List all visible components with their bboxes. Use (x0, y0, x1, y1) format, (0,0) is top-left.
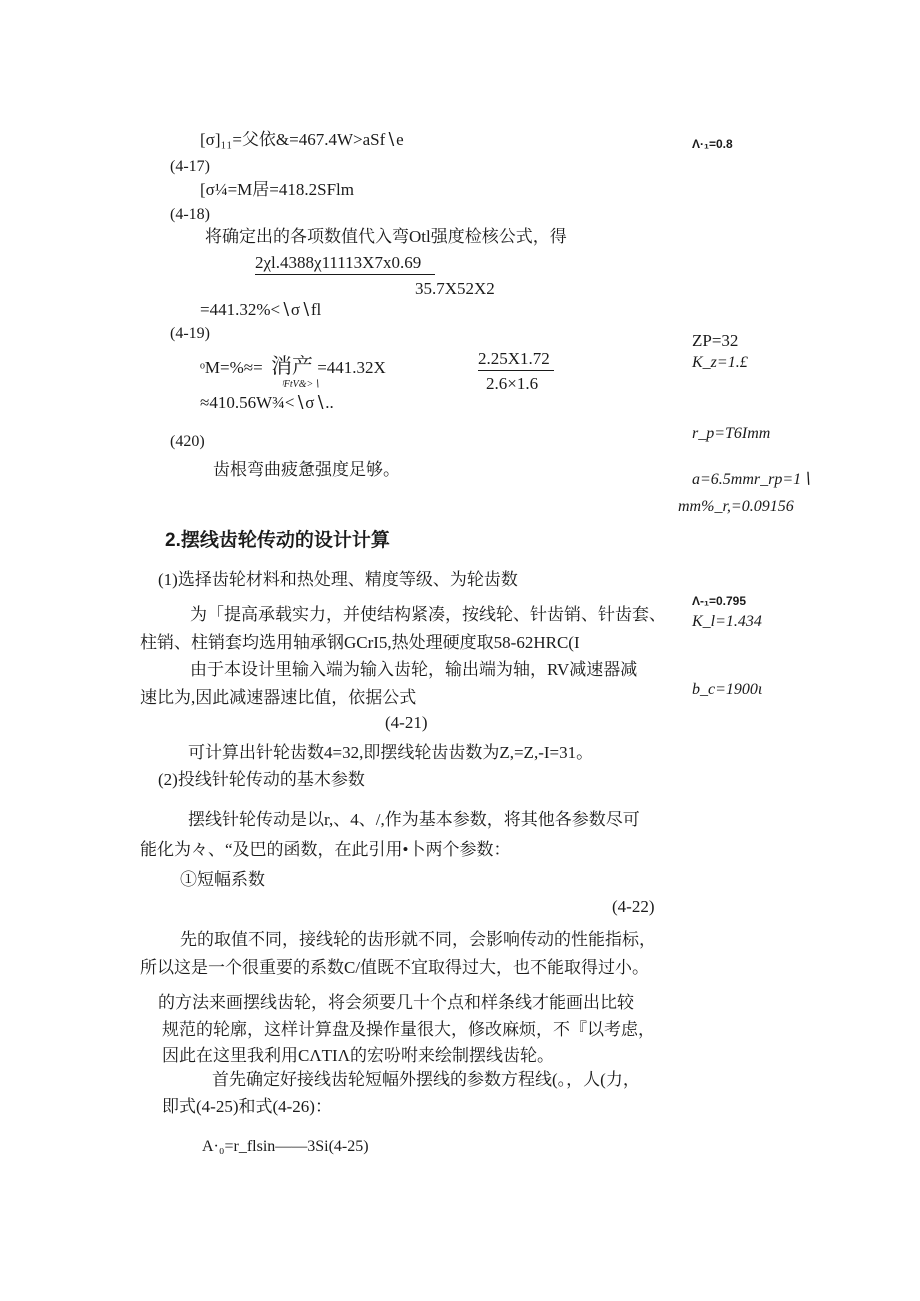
equation-number-4-22: (4-22) (612, 897, 655, 916)
formula-prefix: ᵒM=%≈= (200, 358, 263, 377)
sidebar-note-8: K_l=1.434 (692, 613, 762, 630)
sidebar-note-4: r_p=T6Imm (692, 425, 771, 442)
formula-text: [σ]₁₁=父依&=467.4W>aSf∖e (200, 130, 404, 149)
section-heading: 2.摆线齿轮传动的设计计算 (165, 530, 390, 551)
paragraph-6-line-2: 规范的轮廓，这样计算盘及操作量很大，修改麻烦，不『以考虑， (162, 1020, 655, 1039)
paragraph-2-line-1: 由于本设计里输入端为输入齿轮，输出端为轴，RV减速器减 (190, 660, 638, 679)
fraction-denominator: 35.7X52X2 (415, 279, 495, 298)
paragraph-6-line-3: 因此在这里我利用CΛTIΛ的宏吩咐来绘制摆线齿轮。 (162, 1046, 555, 1065)
paragraph-5-line-1: 先的取值不同，接线轮的齿形就不同，会影响传动的性能指标， (180, 930, 656, 949)
fraction2-numerator: 2.25X1.72 (478, 349, 550, 368)
paragraph-7-line-2: 即式(4-25)和式(4-26)： (162, 1097, 332, 1116)
subsection-2-title: (2)投线针轮传动的基木参数 (158, 770, 365, 789)
paragraph-5-line-2: 所以这是一个很重要的系数C/值既不宜取得过大，也不能取得过小。 (140, 958, 650, 977)
paragraph-2-line-2: 速比为,因此减速器速比值，依据公式 (140, 688, 417, 707)
formula-intro-text: 将确定出的各项数值代入弯Otl强度检核公式，得 (205, 227, 567, 246)
paragraph-4-line-2: 能化为々、“及巴的函数，在此引用•卜两个参数： (140, 840, 511, 859)
equation-number-4-17: (4-17) (170, 158, 210, 175)
sidebar-note-9: b_c=1900ι (692, 681, 763, 698)
list-item-short-amplitude: ①短幅系数 (180, 870, 265, 889)
paragraph-7-line-1: 首先确定好接线齿轮短幅外摆线的参数方程线(。，人(力， (212, 1070, 640, 1089)
sidebar-note-7: Λ-₁=0.795 (692, 594, 746, 608)
equation-number-4-19: (4-19) (170, 325, 210, 342)
formula-subscript: ᶠFtV&>∖ (282, 379, 320, 390)
paragraph-1-line-1: 为「提高承载实力，并使结构紧凑，按线轮、针齿销、针齿套、 (190, 605, 666, 624)
fraction-bar (255, 274, 435, 275)
formula-allowable-stress-1 (200, 130, 404, 150)
formula-fatigue-result: ≈410.56W¾<∖σ∖.. (200, 393, 334, 412)
sidebar-note-6: mm%_r,=0.09156 (678, 498, 794, 515)
sidebar-note-2: ZP=32 (692, 331, 739, 350)
formula-symbol: 消产 (270, 354, 313, 378)
fraction2-bar (478, 370, 554, 371)
equation-number-4-18: (4-18) (170, 206, 210, 223)
formula-allowable-stress-2: [σ¼=M居=418.2SFlm (200, 180, 354, 199)
paragraph-1-line-2: 柱销、柱销套均选用轴承钢GCrI5,热处理硬度取58-62HRC(I (140, 633, 580, 652)
paragraph-4-line-1: 摆线针轮传动是以r,、4、/,作为基本参数，将其他各参数尽可 (188, 810, 640, 829)
fraction2-denominator: 2.6×1.6 (486, 374, 539, 393)
conclusion-text: 齿根弯曲疲惫强度足够。 (213, 460, 400, 479)
paragraph-3: 可计算出针轮齿数4=32,即摆线轮齿齿数为Z,=Z,-I=31。 (188, 743, 594, 762)
subsection-1-title: (1)选择齿轮材料和热处理、精度等级、为轮齿数 (158, 570, 518, 589)
paragraph-6-line-1: 的方法来画摆线齿轮，将会须要几十个点和样条线才能画出比较 (158, 993, 634, 1012)
equation-number-420: (420) (170, 433, 205, 450)
formula-fatigue-stress (200, 354, 386, 379)
formula-bending-stress: =441.32%<∖σ∖fl (200, 300, 322, 319)
sidebar-note-3: K_z=1.£ (692, 354, 748, 371)
formula-result: =441.32X (317, 358, 386, 377)
equation-4-25: A·₀=r_flsin——3Si(4-25) (202, 1138, 369, 1155)
equation-number-4-21: (4-21) (385, 713, 428, 732)
sidebar-note-5: a=6.5mmr_rp=1∖ (692, 471, 812, 488)
fraction-numerator: 2χl.4388χ11113X7x0.69 (255, 253, 422, 272)
sidebar-note-1: Λ·₁=0.8 (692, 137, 733, 151)
